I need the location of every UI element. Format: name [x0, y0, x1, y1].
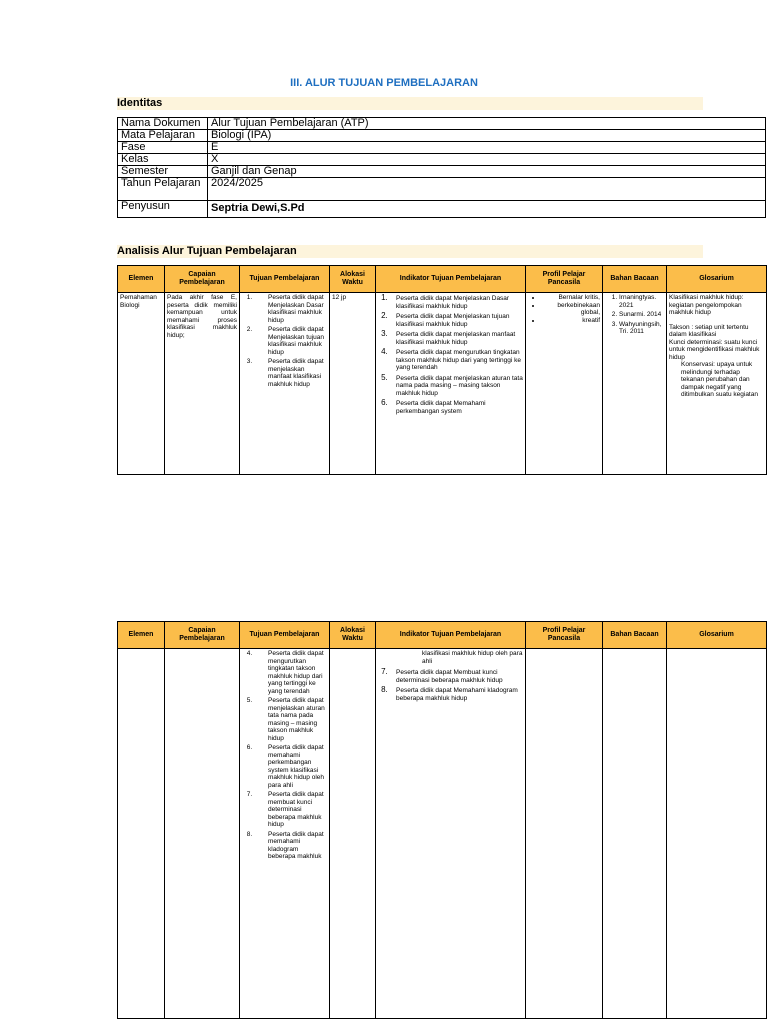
- list-item: 2. Peserta didik dapat Menjelaskan tujuan klasifikasi makhluk hidup: [390, 312, 523, 328]
- value-cell: Ganjil dan Genap: [208, 166, 766, 178]
- list-item: 1. Peserta didik dapat Menjelaskan Dasar klasifikasi makhluk hidup: [390, 294, 523, 310]
- analisis-heading: Analisis Alur Tujuan Pembelajaran: [117, 245, 703, 258]
- table-row: [118, 178, 766, 201]
- list-item: 2. Peserta didik dapat Menjelaskan tujuan klasifikasi makhluk hidup: [254, 326, 327, 356]
- header-indikator: Indikator Tujuan Pembelajaran: [376, 622, 526, 649]
- header-bahan: Bahan Bacaan: [603, 622, 667, 649]
- value-cell: E: [208, 142, 766, 154]
- header-alokasi: Alokasi Waktu: [330, 622, 376, 649]
- list-item: 8. Peserta didik dapat Memahami kladogram beberapa makhluk hidup: [390, 686, 523, 702]
- elemen-cell: Pemahaman Biologi: [118, 293, 165, 475]
- table-header-row: [118, 622, 767, 649]
- header-alokasi: Alokasi Waktu: [330, 266, 376, 293]
- list-item: 7. Peserta didik dapat membuat kunci determinasi beberapa makhluk hidup: [254, 791, 327, 829]
- list-item: 8. Peserta didik dapat memahami kladogram beberapa makhluk: [254, 831, 327, 861]
- list-item: 4. Peserta didik dapat mengurutkan tingkatan takson makhluk hidup dari yang tertinggi ke yang terendah: [254, 650, 327, 695]
- table-row: [118, 142, 766, 154]
- glosarium-entry: Konservasi: upaya untuk melindungi terhadap tekanan perubahan dan dampak negatif yang ditimbulkan suatu kegiatan: [681, 361, 758, 398]
- atp-table-1: [117, 265, 767, 475]
- bahan-cell: [603, 293, 667, 475]
- list-item: 5. Peserta didik dapat menjelaskan aturan tata nama pada masing – masing takson makhluk hidup: [254, 697, 327, 742]
- list-item: 1. Peserta didik dapat Menjelaskan Dasar klasifikasi makhluk hidup: [254, 294, 327, 324]
- list-item: • Bernalar kritis,: [542, 294, 600, 302]
- identitas-table: [117, 117, 766, 218]
- document-title: III. ALUR TUJUAN PEMBELAJARAN: [290, 77, 478, 89]
- profil-cell: [526, 293, 603, 475]
- list-item: 1. Irnaningtyas. 2021: [619, 294, 664, 309]
- alokasi-cell: 12 jp: [330, 293, 376, 475]
- list-item: 6. Peserta didik dapat Memahami perkembangan system: [390, 399, 523, 415]
- list-item: • kreatif: [542, 317, 600, 325]
- label-cell: Penyusun: [118, 201, 208, 218]
- header-capaian: Capaian Pembelajaran: [165, 266, 240, 293]
- table-row: [118, 166, 766, 178]
- table-row: [118, 118, 766, 130]
- table-row: [118, 201, 766, 218]
- indikator-cell: [376, 293, 526, 475]
- identitas-heading: Identitas: [117, 97, 703, 110]
- label-cell: Kelas: [118, 154, 208, 166]
- list-item: 7. Peserta didik dapat Membuat kunci determinasi beberapa makhluk hidup: [390, 668, 523, 684]
- glosarium-entry: Klasifikasi makhluk hidup: kegiatan pengelompokan makhluk hidup: [669, 294, 744, 316]
- list-item: • berkebinekaan global,: [542, 302, 600, 317]
- header-elemen: Elemen: [118, 622, 165, 649]
- alokasi-cell: [330, 649, 376, 1019]
- elemen-cell: [118, 649, 165, 1019]
- label-cell: Mata Pelajaran: [118, 130, 208, 142]
- header-elemen: Elemen: [118, 266, 165, 293]
- glosarium-entry: Kunci determinasi: suatu kunci untuk mengidentifikasi makhluk hidup: [669, 338, 760, 361]
- value-cell: 2024/2025: [208, 178, 766, 201]
- header-capaian: Capaian Pembelajaran: [165, 622, 240, 649]
- atp-table-2: [117, 621, 767, 1019]
- value-cell: X: [208, 154, 766, 166]
- capaian-cell: Pada akhir fase E, peserta didik memiliki kemampuan untuk memahami proses klasifikasi makhluk hidup;: [165, 293, 240, 475]
- table-row: [118, 154, 766, 166]
- list-item: 5. Peserta didik dapat menjelaskan aturan tata nama pada masing – masing takson makhluk hidup: [390, 374, 523, 398]
- profil-cell: [526, 649, 603, 1019]
- header-glosarium: Glosarium: [667, 622, 767, 649]
- list-item: 3. Wahyuningsih, Tri. 2011: [619, 321, 664, 336]
- glosarium-entry: Takson : setiap unit tertentu dalam klasifikasi: [669, 323, 749, 338]
- bahan-cell: [603, 649, 667, 1019]
- header-profil: Profil Pelajar Pancasila: [526, 266, 603, 293]
- header-glosarium: Glosarium: [667, 266, 767, 293]
- tujuan-cell: [240, 293, 330, 475]
- indikator-cell: [376, 649, 526, 1019]
- capaian-cell: [165, 649, 240, 1019]
- header-tujuan: Tujuan Pembelajaran: [240, 266, 330, 293]
- list-item: 3. Peserta didik dapat menjelaskan manfaat klasifikasi makhluk hidup: [390, 330, 523, 346]
- value-cell: Alur Tujuan Pembelajaran (ATP): [208, 118, 766, 130]
- header-profil: Profil Pelajar Pancasila: [526, 622, 603, 649]
- header-bahan: Bahan Bacaan: [603, 266, 667, 293]
- glosarium-cell: [667, 293, 767, 475]
- label-cell: Semester: [118, 166, 208, 178]
- table-row: [118, 649, 767, 1019]
- value-cell: Biologi (IPA): [208, 130, 766, 142]
- table-row: [118, 130, 766, 142]
- table-row: [118, 293, 767, 475]
- tujuan-cell: [240, 649, 330, 1019]
- glosarium-cell: [667, 649, 767, 1019]
- label-cell: Tahun Pelajaran: [118, 178, 208, 201]
- list-item: 2. Sunarmi. 2014: [619, 311, 664, 319]
- list-item: 6. Peserta didik dapat memahami perkembangan system klasifikasi makhluk hidup oleh para ahli: [254, 744, 327, 789]
- header-tujuan: Tujuan Pembelajaran: [240, 622, 330, 649]
- value-cell: Septria Dewi,S.Pd: [208, 201, 766, 218]
- label-cell: Fase: [118, 142, 208, 154]
- list-item: 3. Peserta didik dapat menjelaskan manfaat klasifikasi makhluk hidup: [254, 358, 327, 388]
- label-cell: Nama Dokumen: [118, 118, 208, 130]
- indikator-continuation: klasifikasi makhluk hidup oleh para ahli: [422, 650, 523, 665]
- table-header-row: [118, 266, 767, 293]
- list-item: 4. Peserta didik dapat mengurutkan tingkatan takson makhluk hidup dari yang tertinggi ke yang terendah: [390, 348, 523, 372]
- header-indikator: Indikator Tujuan Pembelajaran: [376, 266, 526, 293]
